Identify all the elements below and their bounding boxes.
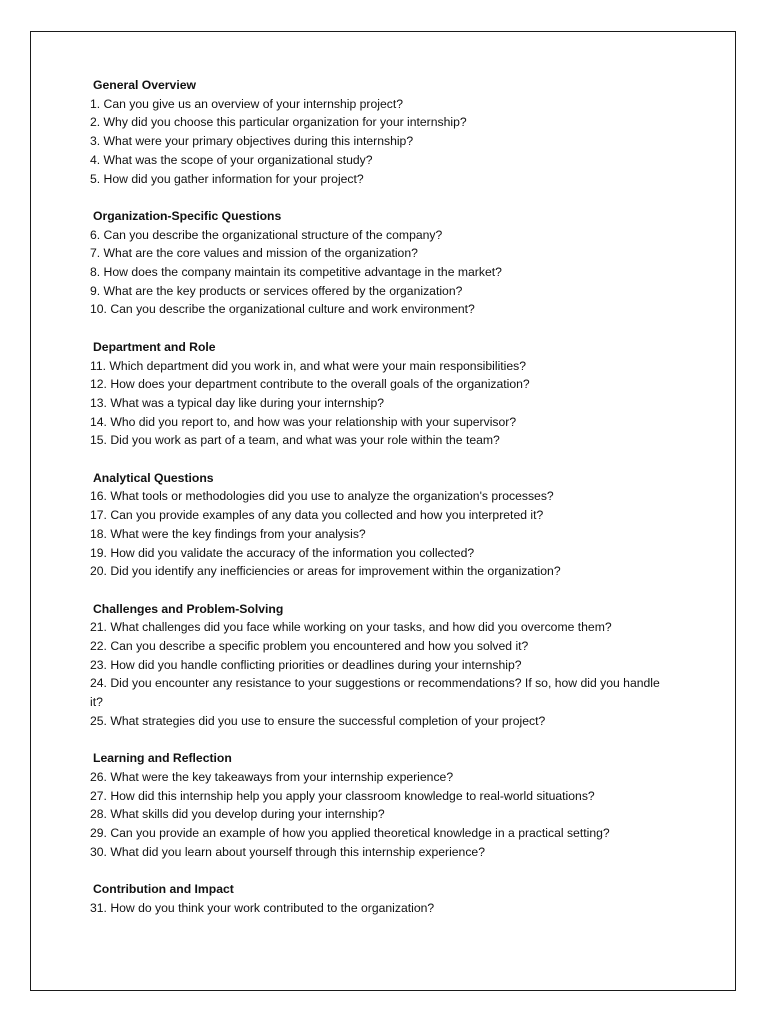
question-item: 22. Can you describe a specific problem you encountered and how you solved it?: [90, 639, 529, 654]
section: [90, 880, 670, 917]
question-item: 6. Can you describe the organizational structure of the company?: [90, 227, 443, 242]
section-heading: Learning and Reflection: [93, 751, 232, 766]
section-heading: Contribution and Impact: [93, 882, 234, 897]
question-item: 25. What strategies did you use to ensure the successful completion of your project?: [90, 713, 546, 728]
question-item: 9. What are the key products or services offered by the organization?: [90, 283, 463, 298]
question-item: 31. How do you think your work contributed to the organization?: [90, 900, 435, 915]
question-item: 8. How does the company maintain its competitive advantage in the market?: [90, 265, 502, 280]
section: [90, 749, 670, 861]
question-item: 27. How did this internship help you apply your classroom knowledge to real-world situations?: [90, 788, 595, 803]
question-item: 21. What challenges did you face while working on your tasks, and how did you overcome them?: [90, 620, 612, 635]
question-item: 29. Can you provide an example of how you applied theoretical knowledge in a practical setting?: [90, 826, 610, 841]
question-item: 11. Which department did you work in, and what were your main responsibilities?: [90, 358, 527, 373]
question-item: 18. What were the key findings from your analysis?: [90, 526, 366, 541]
question-item: 30. What did you learn about yourself through this internship experience?: [90, 844, 485, 859]
question-item: 20. Did you identify any inefficiencies or areas for improvement within the organization?: [90, 564, 561, 579]
section-heading: Challenges and Problem-Solving: [93, 601, 284, 616]
question-item: 3. What were your primary objectives during this internship?: [90, 134, 414, 149]
question-item: 10. Can you describe the organizational culture and work environment?: [90, 302, 475, 317]
document-body: [90, 76, 670, 936]
question-item: 5. How did you gather information for your project?: [90, 171, 364, 186]
question-item: 19. How did you validate the accuracy of the information you collected?: [90, 545, 475, 560]
question-item: 13. What was a typical day like during your internship?: [90, 395, 385, 410]
question-item: 12. How does your department contribute to the overall goals of the organization?: [90, 377, 530, 392]
section: [90, 338, 670, 450]
question-item: 14. Who did you report to, and how was your relationship with your supervisor?: [90, 414, 517, 429]
question-item: 7. What are the core values and mission of the organization?: [90, 246, 418, 261]
question-item: 15. Did you work as part of a team, and what was your role within the team?: [90, 433, 500, 448]
section: [90, 76, 670, 188]
section: [90, 600, 670, 731]
question-item: 28. What skills did you develop during your internship?: [90, 807, 385, 822]
section-heading: General Overview: [93, 78, 196, 92]
question-item: 26. What were the key takeaways from your internship experience?: [90, 769, 454, 784]
question-item: 24. Did you encounter any resistance to your suggestions or recommendations? If so, how did you handle it?: [90, 676, 660, 710]
question-item: 2. Why did you choose this particular organization for your internship?: [90, 115, 467, 130]
question-item: 16. What tools or methodologies did you use to analyze the organization's processes?: [90, 489, 554, 504]
section-heading: Analytical Questions: [93, 470, 214, 485]
section: [90, 207, 670, 319]
section-heading: Department and Role: [93, 339, 216, 354]
question-item: 4. What was the scope of your organizational study?: [90, 152, 373, 167]
section-heading: Organization-Specific Questions: [93, 208, 282, 223]
question-item: 23. How did you handle conflicting priorities or deadlines during your internship?: [90, 657, 522, 672]
question-item: 1. Can you give us an overview of your internship project?: [90, 96, 403, 111]
section: [90, 469, 670, 581]
question-item: 17. Can you provide examples of any data you collected and how you interpreted it?: [90, 508, 544, 523]
